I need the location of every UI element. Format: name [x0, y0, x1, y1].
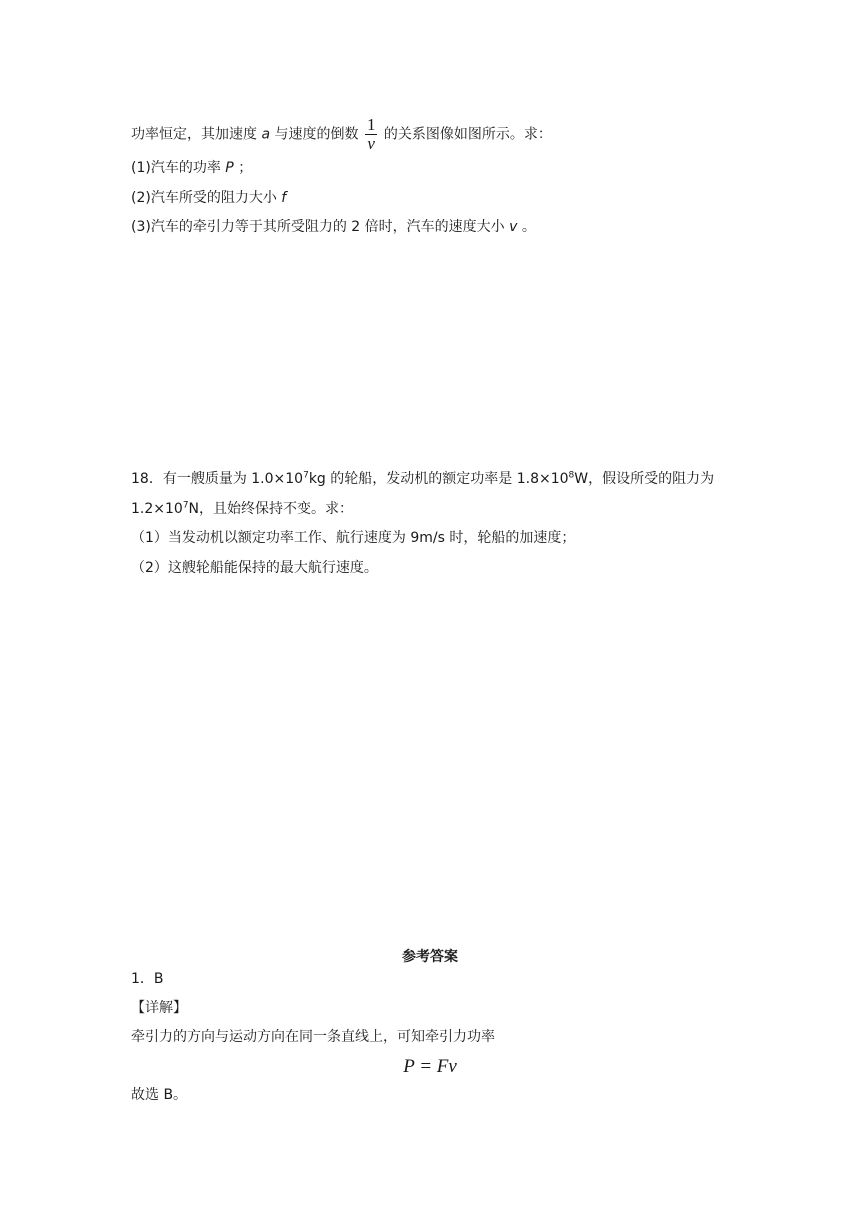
q17-var-a: a: [261, 126, 271, 143]
fraction-numerator: 1: [366, 115, 376, 134]
q18-exponent-force: 7: [182, 500, 189, 511]
answer-conclusion: 故选 B。: [131, 1087, 188, 1103]
q17-intro-line: [131, 116, 552, 153]
q18-line-1-b: kg 的轮船，发动机的额定功率是 1.8×10: [308, 471, 569, 487]
q17-item-3-var: v: [509, 219, 518, 235]
q17-item-2: [131, 188, 286, 208]
q17-item-1: [131, 158, 252, 178]
q18-item-2: （2）这艘轮船能保持的最大航行速度。: [131, 560, 378, 576]
detail-label: 【详解】: [131, 1000, 187, 1016]
q18-line-2: [131, 499, 353, 519]
q18-line-2-b: N，且始终保持不变。求：: [188, 501, 354, 517]
q17-item-1-text: (1)汽车的功率: [131, 160, 221, 176]
q18-item-1: （1）当发动机以额定功率工作、航行速度为 9m/s 时，轮船的加速度；: [131, 530, 576, 546]
q17-intro-text-1: 功率恒定，其加速度: [131, 126, 257, 143]
q17-item-1-var: P: [225, 160, 234, 176]
answers-heading: 参考答案: [402, 949, 458, 965]
answer-explanation: 牵引力的方向与运动方向在同一条直线上，可知牵引力功率: [131, 1029, 495, 1045]
q18-exponent-mass: 7: [303, 470, 309, 481]
q18-exponent-power: 8: [568, 470, 575, 481]
q17-intro-text-2: 与速度的倒数: [274, 126, 359, 143]
q17-item-3: [131, 217, 536, 237]
power-formula: P = Fv: [403, 1056, 457, 1077]
fraction-denominator: v: [367, 134, 375, 153]
q17-item-1-end: ；: [238, 160, 253, 176]
q18-line-2-a: 1.2×10: [131, 501, 183, 517]
q17-item-3-end: 。: [521, 219, 536, 235]
q17-intro-text-3: 的关系图像如图所示。求：: [383, 126, 552, 143]
q18-line-1-c: W，假设所受的阻力为: [574, 471, 715, 487]
q17-item-2-text: (2)汽车所受的阻力大小: [131, 190, 277, 206]
reciprocal-v-fraction: [365, 116, 378, 153]
q18-line-1-a: 18．有一艘质量为 1.0×10: [131, 471, 304, 487]
q17-item-2-var: f: [281, 190, 287, 206]
q18-line-1: [131, 469, 714, 489]
q17-item-3-text: (3)汽车的牵引力等于其所受阻力的 2 倍时，汽车的速度大小: [131, 219, 505, 235]
answer-1-label: 1．B: [131, 971, 164, 987]
